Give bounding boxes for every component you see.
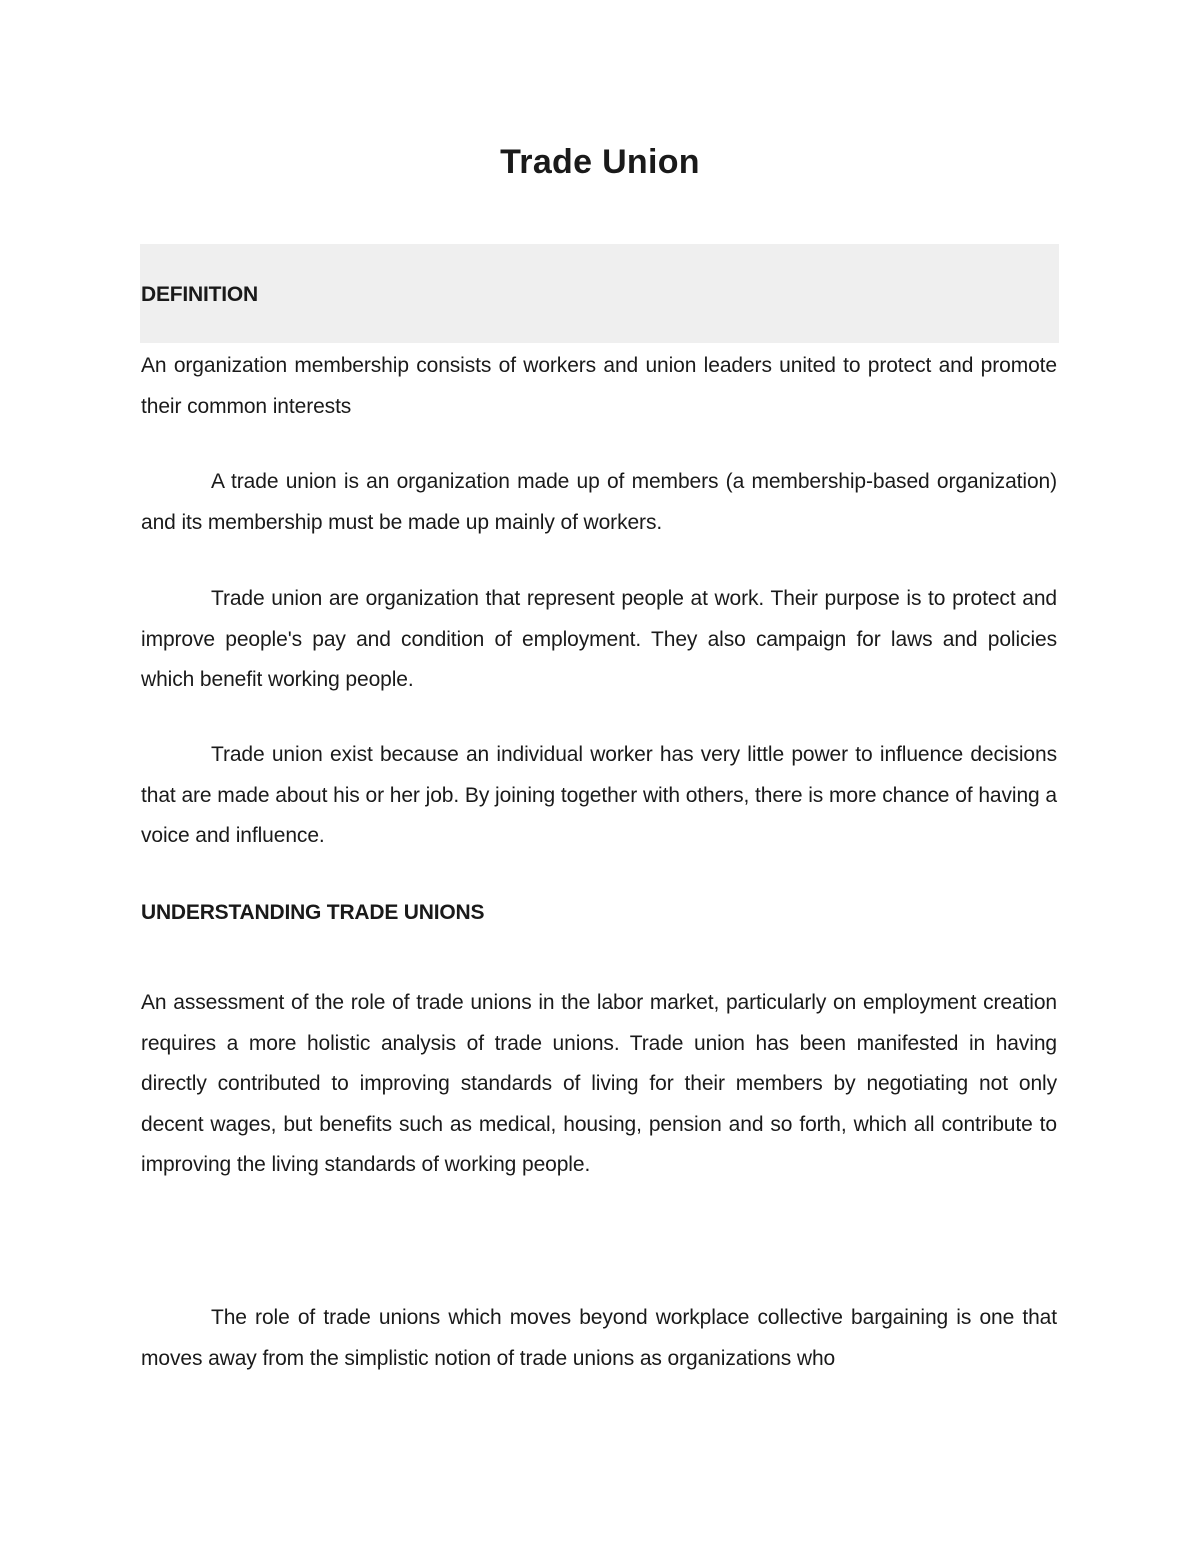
definition-paragraph-3: Trade union are organization that represent people at work. Their purpose is to protect and improve people's pay and condition of employment. They also campaign for laws and policies which benefit working people. [141,587,1057,692]
definition-heading-band [140,244,1059,343]
document-title: Trade Union [500,143,700,181]
understanding-paragraph-2: The role of trade unions which moves beyond workplace collective bargaining is one that moves away from the simplistic notion of trade unions as organizations who [141,1306,1057,1370]
definition-paragraph-1: An organization membership consists of workers and union leaders united to protect and promote their common interests [141,354,1057,418]
understanding-heading: UNDERSTANDING TRADE UNIONS [141,901,485,924]
understanding-paragraph-1: An assessment of the role of trade unions in the labor market, particularly on employment creation requires a more holistic analysis of trade unions. Trade union has been manifested in having directly contributed to improving standards of living for their members by negotiating not only decent wages, but benefits such as medical, housing, pension and so forth, which all contribute to improving the living standards of working people. [141,991,1057,1177]
definition-paragraph-2: A trade union is an organization made up of members (a membership-based organization) and its membership must be made up mainly of workers. [141,470,1057,534]
definition-heading: DEFINITION [141,283,258,306]
definition-paragraph-4: Trade union exist because an individual worker has very little power to influence decisions that are made about his or her job. By joining together with others, there is more chance of having a voice and influence. [141,743,1057,848]
